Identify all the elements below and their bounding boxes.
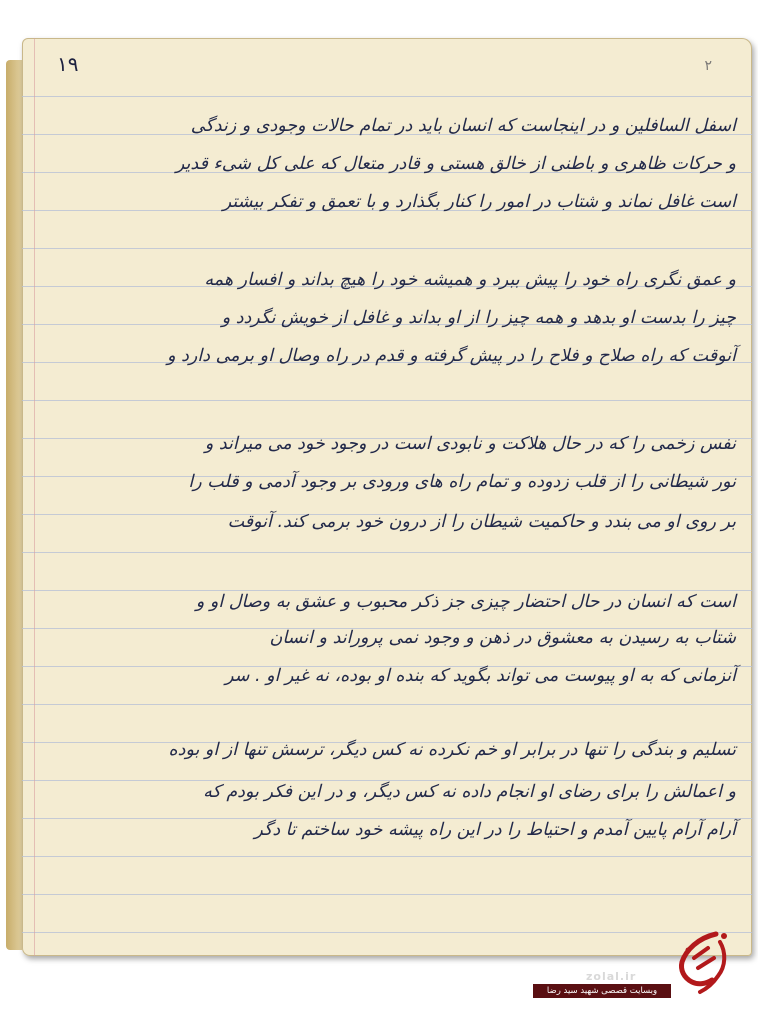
handwritten-line: آرام آرام پایین آمدم و احتیاط را در این راه پیشه خود ساختم تا دگر	[254, 820, 736, 840]
handwritten-line: نفس زخمی را که در حال هلاکت و نابودی است در وجود خود می میراند و	[204, 434, 736, 454]
margin-line	[34, 38, 35, 956]
notebook-page	[22, 38, 752, 956]
ruled-line	[22, 818, 752, 819]
handwritten-line: بر روی او می بندد و حاکمیت شیطان را از درون خود برمی کند. آنوقت	[227, 512, 736, 532]
ruled-line	[22, 856, 752, 857]
handwritten-line: شتاب به رسیدن به معشوق در ذهن و وجود نمی پروراند و انسان	[269, 628, 736, 648]
handwritten-line: اسفل السافلین و در اینجاست که انسان باید در تمام حالات وجودی و زندگی	[190, 116, 736, 136]
handwritten-line: تسلیم و بندگی را تنها در برابر او خم نکرده نه کس دیگر، ترسش تنها از او بوده	[168, 740, 736, 760]
handwritten-line: چیز را بدست او بدهد و همه چیز را از او بداند و غافل از خویش نگردد و	[221, 308, 736, 328]
ruled-line	[22, 248, 752, 249]
handwritten-line: است که انسان در حال احتضار چیزی جز ذکر محبوب و عشق به وصال او و	[195, 592, 736, 612]
ruled-line	[22, 590, 752, 591]
corner-mark: ۲	[704, 58, 712, 74]
ruled-line	[22, 96, 752, 97]
zolal-logo-icon	[668, 928, 738, 998]
handwritten-line: و اعمالش را برای رضای او انجام داده نه کس دیگر، و در این فکر بودم که	[203, 782, 736, 802]
ruled-line	[22, 400, 752, 401]
page-number: ۱۹	[57, 52, 79, 76]
ruled-line	[22, 894, 752, 895]
handwritten-line: آنزمانی که به او پیوست می تواند بگوید که بنده او بوده، نه غیر او . سر	[225, 666, 736, 686]
ruled-line	[22, 552, 752, 553]
ruled-line	[22, 780, 752, 781]
ruled-line	[22, 704, 752, 705]
handwritten-line: و عمق نگری راه خود را پیش ببرد و همیشه خود را هیچ بداند و افسار همه	[204, 270, 736, 290]
handwritten-line: نور شیطانی را از قلب زدوده و تمام راه های ورودی بر وجود آدمی و قلب را	[188, 472, 736, 492]
handwritten-line: است غافل نماند و شتاب در امور را کنار بگذارد و با تعمق و تفکر بیشتر	[222, 192, 736, 212]
handwritten-line: آنوقت که راه صلاح و فلاح را در پیش گرفته و قدم در راه وصال او برمی دارد و	[167, 346, 736, 366]
site-tagline: وبسایت قصصی شهید سید رضا پورموسوی	[533, 984, 671, 998]
handwritten-line: و حرکات ظاهری و باطنی از خالق هستی و قادر متعال که علی کل شیء قدیر	[175, 154, 736, 174]
site-url: zolal.ir	[586, 970, 637, 983]
ruled-line	[22, 932, 752, 933]
